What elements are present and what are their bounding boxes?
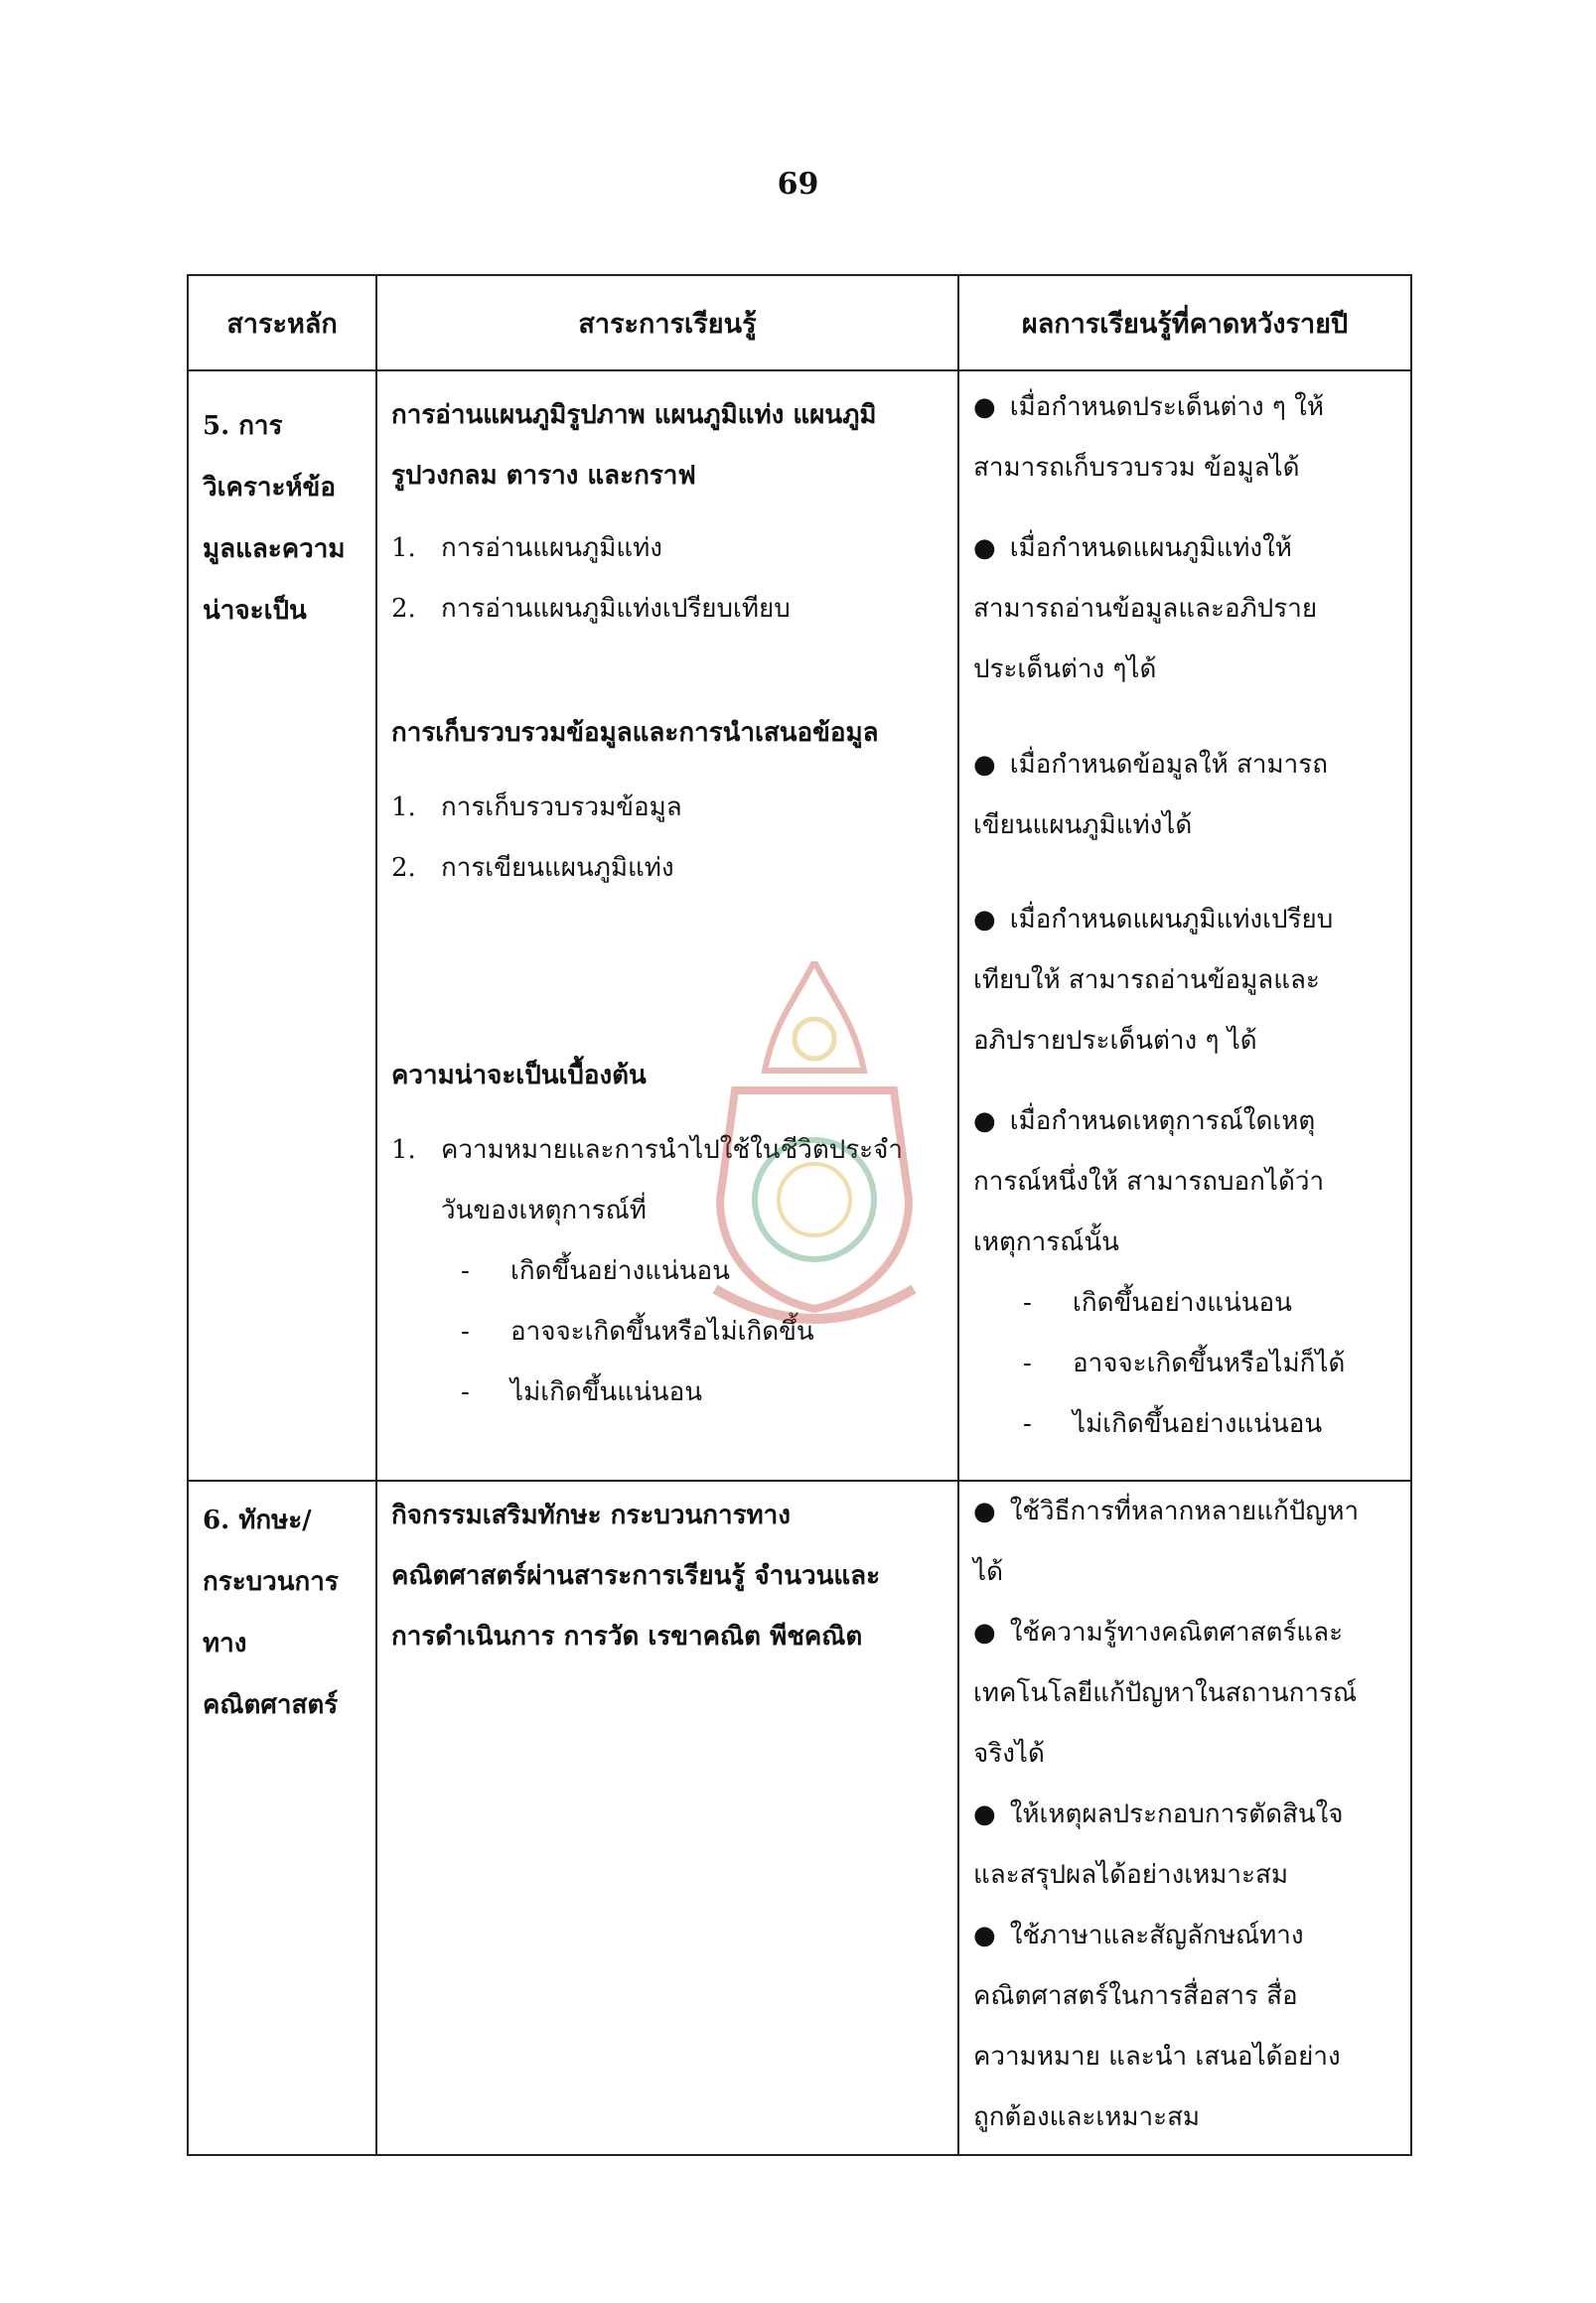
- item-text: การอ่านแผนภูมิแท่ง: [441, 533, 662, 563]
- main-topic-line: วิเคราะห์ข้อ: [203, 473, 336, 503]
- item-text: การเก็บรวบรวมข้อมูล: [441, 792, 682, 822]
- dash-marker: -: [1023, 1409, 1032, 1439]
- block-title: การเก็บรวบรวมข้อมูลและการนำเสนอข้อมูล: [391, 718, 879, 748]
- expected-outcomes-cell: [958, 370, 1411, 1481]
- sub-item-text: ไม่เกิดขึ้นอย่างแน่นอน: [1073, 1409, 1323, 1439]
- outcome-line: ใช้ภาษาและสัญลักษณ์ทาง: [1009, 1921, 1304, 1950]
- outcome-line: เมื่อกำหนดข้อมูลให้ สามารถ: [1009, 750, 1328, 780]
- content-block-data-collection: [377, 703, 957, 899]
- bullet-icon: ●: [973, 392, 996, 422]
- main-topic-line: คณิตศาสตร์: [203, 1690, 339, 1720]
- block-title: คณิตศาสตร์ผ่านสาระการเรียนรู้ จำนวนและ: [391, 1561, 881, 1591]
- dash-marker: -: [1023, 1349, 1032, 1378]
- bullet-icon: ●: [973, 1799, 996, 1829]
- sub-item-text: เกิดขึ้นอย่างแน่นอน: [510, 1256, 730, 1286]
- outcome-line: เมื่อกำหนดเหตุการณ์ใดเหตุ: [1009, 1106, 1316, 1136]
- outcome-line: สามารถเก็บรวบรวม ข้อมูลได้: [973, 453, 1300, 483]
- header-main-topic: สาระหลัก: [188, 275, 376, 370]
- sub-list-item: [391, 1363, 945, 1423]
- outcome-line: อภิปรายประเด็นต่าง ๆ ได้: [973, 1026, 1257, 1056]
- block-title: รูปวงกลม ตาราง และกราฟ: [391, 461, 696, 491]
- header-expected-outcomes: ผลการเรียนรู้ที่คาดหวังรายปี: [958, 275, 1411, 370]
- block-title: ความน่าจะเป็นเบื้องต้น: [391, 1061, 647, 1090]
- content-block-skills: [377, 1482, 957, 1667]
- block-title: กิจกรรมเสริมทักษะ กระบวนการทาง: [391, 1501, 791, 1530]
- bullet-icon: ●: [973, 905, 996, 935]
- item-text: การอ่านแผนภูมิแท่งเปรียบเทียบ: [441, 594, 791, 624]
- sub-item-text: ไม่เกิดขึ้นแน่นอน: [510, 1377, 702, 1407]
- sub-list-item: [973, 1394, 1398, 1455]
- outcome-line: ประเด็นต่าง ๆได้: [973, 654, 1157, 684]
- outcome-line: การณ์หนึ่งให้ สามารถบอกได้ว่า: [973, 1167, 1325, 1197]
- outcome-item: [959, 1482, 1410, 1603]
- outcome-line: สามารถอ่านข้อมูลและอภิปราย: [973, 594, 1318, 624]
- bullet-icon: ●: [973, 1618, 996, 1648]
- outcome-line: คณิตศาสตร์ในการสื่อสาร สื่อ: [973, 1981, 1298, 2011]
- block-title: การอ่านแผนภูมิรูปภาพ แผนภูมิแท่ง แผนภูมิ: [391, 400, 877, 430]
- outcome-line: และสรุปผลได้อย่างเหมาะสม: [973, 1860, 1289, 1890]
- outcome-item: [959, 890, 1410, 1072]
- item-number: 1.: [391, 792, 416, 822]
- outcome-item: [959, 1091, 1410, 1455]
- outcome-line: ได้: [973, 1557, 1003, 1587]
- sub-list-item: [973, 1273, 1398, 1334]
- dash-marker: -: [1023, 1288, 1032, 1318]
- main-topic-cell: [188, 370, 376, 1481]
- outcome-item: [959, 518, 1410, 700]
- bullet-icon: ●: [973, 1921, 996, 1950]
- outcome-line: เทคโนโลยีแก้ปัญหาในสถานการณ์: [973, 1678, 1358, 1708]
- main-topic-text: [189, 371, 375, 642]
- main-topic-line: 5. การ: [203, 411, 283, 441]
- list-item: [391, 838, 945, 899]
- main-topic-line: ทาง: [203, 1629, 247, 1658]
- outcome-item: [959, 1785, 1410, 1906]
- outcome-line: จริงได้: [973, 1739, 1045, 1769]
- outcome-line: ใช้ความรู้ทางคณิตศาสตร์และ: [1009, 1618, 1344, 1648]
- sub-item-text: อาจจะเกิดขึ้นหรือไม่ก็ได้: [1073, 1349, 1346, 1378]
- learning-content-cell: [376, 1481, 958, 2155]
- content-block-charts: [377, 371, 957, 640]
- outcome-line: ให้เหตุผลประกอบการตัดสินใจ: [1009, 1799, 1344, 1829]
- item-number: 2.: [391, 853, 416, 883]
- outcome-item: [959, 1906, 1410, 2148]
- outcome-item: [959, 1603, 1410, 1785]
- list-item: [391, 518, 945, 579]
- expected-outcomes-cell: [958, 1481, 1411, 2155]
- main-topic-line: น่าจะเป็น: [203, 596, 307, 626]
- bullet-icon: ●: [973, 1106, 996, 1136]
- header-learning-content: สาระการเรียนรู้: [376, 275, 958, 370]
- outcome-line: เขียนแผนภูมิแท่งได้: [973, 810, 1193, 840]
- outcome-line: เมื่อกำหนดแผนภูมิแท่งให้: [1009, 533, 1292, 563]
- item-text: ความหมายและการนำไปใช้ในชีวิตประจำ: [441, 1135, 903, 1165]
- bullet-icon: ●: [973, 750, 996, 780]
- block-title: การดำเนินการ การวัด เรขาคณิต พีชคณิต: [391, 1622, 863, 1652]
- main-topic-line: กระบวนการ: [203, 1567, 339, 1597]
- main-topic-cell: [188, 1481, 376, 2155]
- table-header-row: [188, 275, 1411, 370]
- seal-watermark-icon: [695, 961, 934, 1349]
- outcome-line: เหตุการณ์นั้น: [973, 1227, 1119, 1257]
- item-number: 2.: [391, 594, 416, 624]
- dash-marker: -: [461, 1317, 470, 1347]
- outcome-line: เทียบให้ สามารถอ่านข้อมูลและ: [973, 965, 1320, 995]
- outcome-line: ความหมาย และนำ เสนอได้อย่าง: [973, 2042, 1341, 2072]
- list-item: [391, 778, 945, 838]
- outcome-line: เมื่อกำหนดประเด็นต่าง ๆ ให้: [1009, 392, 1324, 422]
- dash-marker: -: [461, 1377, 470, 1407]
- page-number: 69: [777, 167, 819, 202]
- main-topic-line: 6. ทักษะ/: [203, 1506, 312, 1535]
- main-topic-line: มูลและความ: [203, 534, 346, 564]
- table-row: [188, 1481, 1411, 2155]
- outcome-item: [959, 735, 1410, 856]
- item-text: การเขียนแผนภูมิแท่ง: [441, 853, 674, 883]
- item-text-continued: วันของเหตุการณ์ที่: [441, 1196, 647, 1225]
- item-number: 1.: [391, 1135, 416, 1165]
- bullet-icon: ●: [973, 1497, 996, 1526]
- main-topic-text: [189, 1482, 375, 1736]
- list-item: [391, 579, 945, 640]
- outcome-line: ใช้วิธีการที่หลากหลายแก้ปัญหา: [1009, 1497, 1360, 1526]
- sub-item-text: อาจจะเกิดขึ้นหรือไม่เกิดขึ้น: [510, 1317, 814, 1347]
- outcome-item: [959, 371, 1410, 499]
- dash-marker: -: [461, 1256, 470, 1286]
- item-number: 1.: [391, 533, 416, 563]
- outcome-line: เมื่อกำหนดแผนภูมิแท่งเปรียบ: [1009, 905, 1334, 935]
- sub-list-item: [973, 1334, 1398, 1394]
- outcome-line: ถูกต้องและเหมาะสม: [973, 2102, 1201, 2132]
- bullet-icon: ●: [973, 533, 996, 563]
- sub-item-text: เกิดขึ้นอย่างแน่นอน: [1073, 1288, 1292, 1318]
